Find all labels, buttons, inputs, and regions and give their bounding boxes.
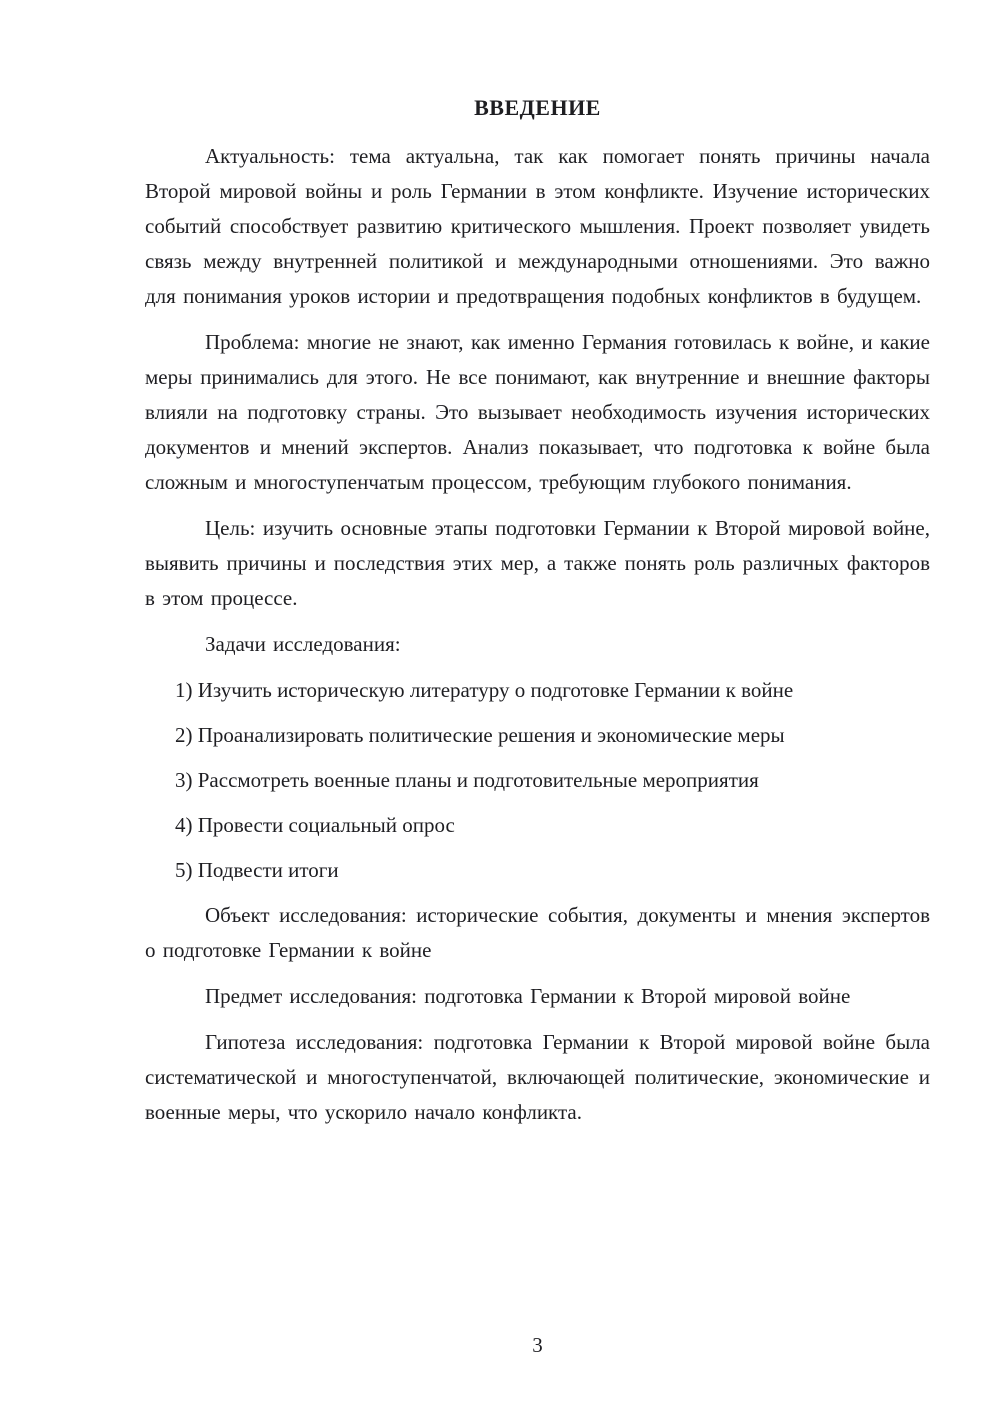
document-title: ВВЕДЕНИЕ — [474, 95, 601, 120]
paragraph-problem: Проблема: многие не знают, как именно Германия готовилась к войне, и какие меры принимались для этого. Не все понимают, как внутренние и внешние факторы влияли на подготовку страны. Это вызывает необходимость изучения исторических документов и мнений экспертов. Анализ показывает, что подготовка к войне была сложным и многоступенчатым процессом, требующим глубокого понимания. — [145, 330, 930, 494]
task-item-5: 5) Подвести итоги — [175, 858, 339, 882]
paragraph-subject: Предмет исследования: подготовка Германии к Второй мировой войне — [205, 984, 851, 1008]
paragraph-object: Объект исследования: исторические события, документы и мнения экспертов о подготовке Германии к войне — [145, 903, 930, 962]
page-number: 3 — [532, 1333, 543, 1357]
tasks-heading: Задачи исследования: — [205, 632, 401, 656]
task-item-3: 3) Рассмотреть военные планы и подготовительные мероприятия — [175, 768, 759, 792]
task-item-2: 2) Проанализировать политические решения и экономические меры — [175, 723, 785, 747]
task-item-4: 4) Провести социальный опрос — [175, 813, 455, 837]
task-item-1: 1) Изучить историческую литературу о подготовке Германии к войне — [175, 678, 794, 702]
paragraph-goal: Цель: изучить основные этапы подготовки Германии к Второй мировой войне, выявить причины и последствия этих мер, а также понять роль различных факторов в этом процессе. — [145, 516, 930, 610]
paragraph-hypothesis: Гипотеза исследования: подготовка Германии к Второй мировой войне была систематической и многоступенчатой, включающей политические, экономические и военные меры, что ускорило начало конфликта. — [145, 1030, 930, 1124]
paragraph-relevance: Актуальность: тема актуальна, так как помогает понять причины начала Второй мировой войны и роль Германии в этом конфликте. Изучение исторических событий способствует развитию критического мышления. Проект позволяет увидеть связь между внутренней политикой и международными отношениями. Это важно для понимания уроков истории и предотвращения подобных конфликтов в будущем. — [145, 144, 930, 308]
